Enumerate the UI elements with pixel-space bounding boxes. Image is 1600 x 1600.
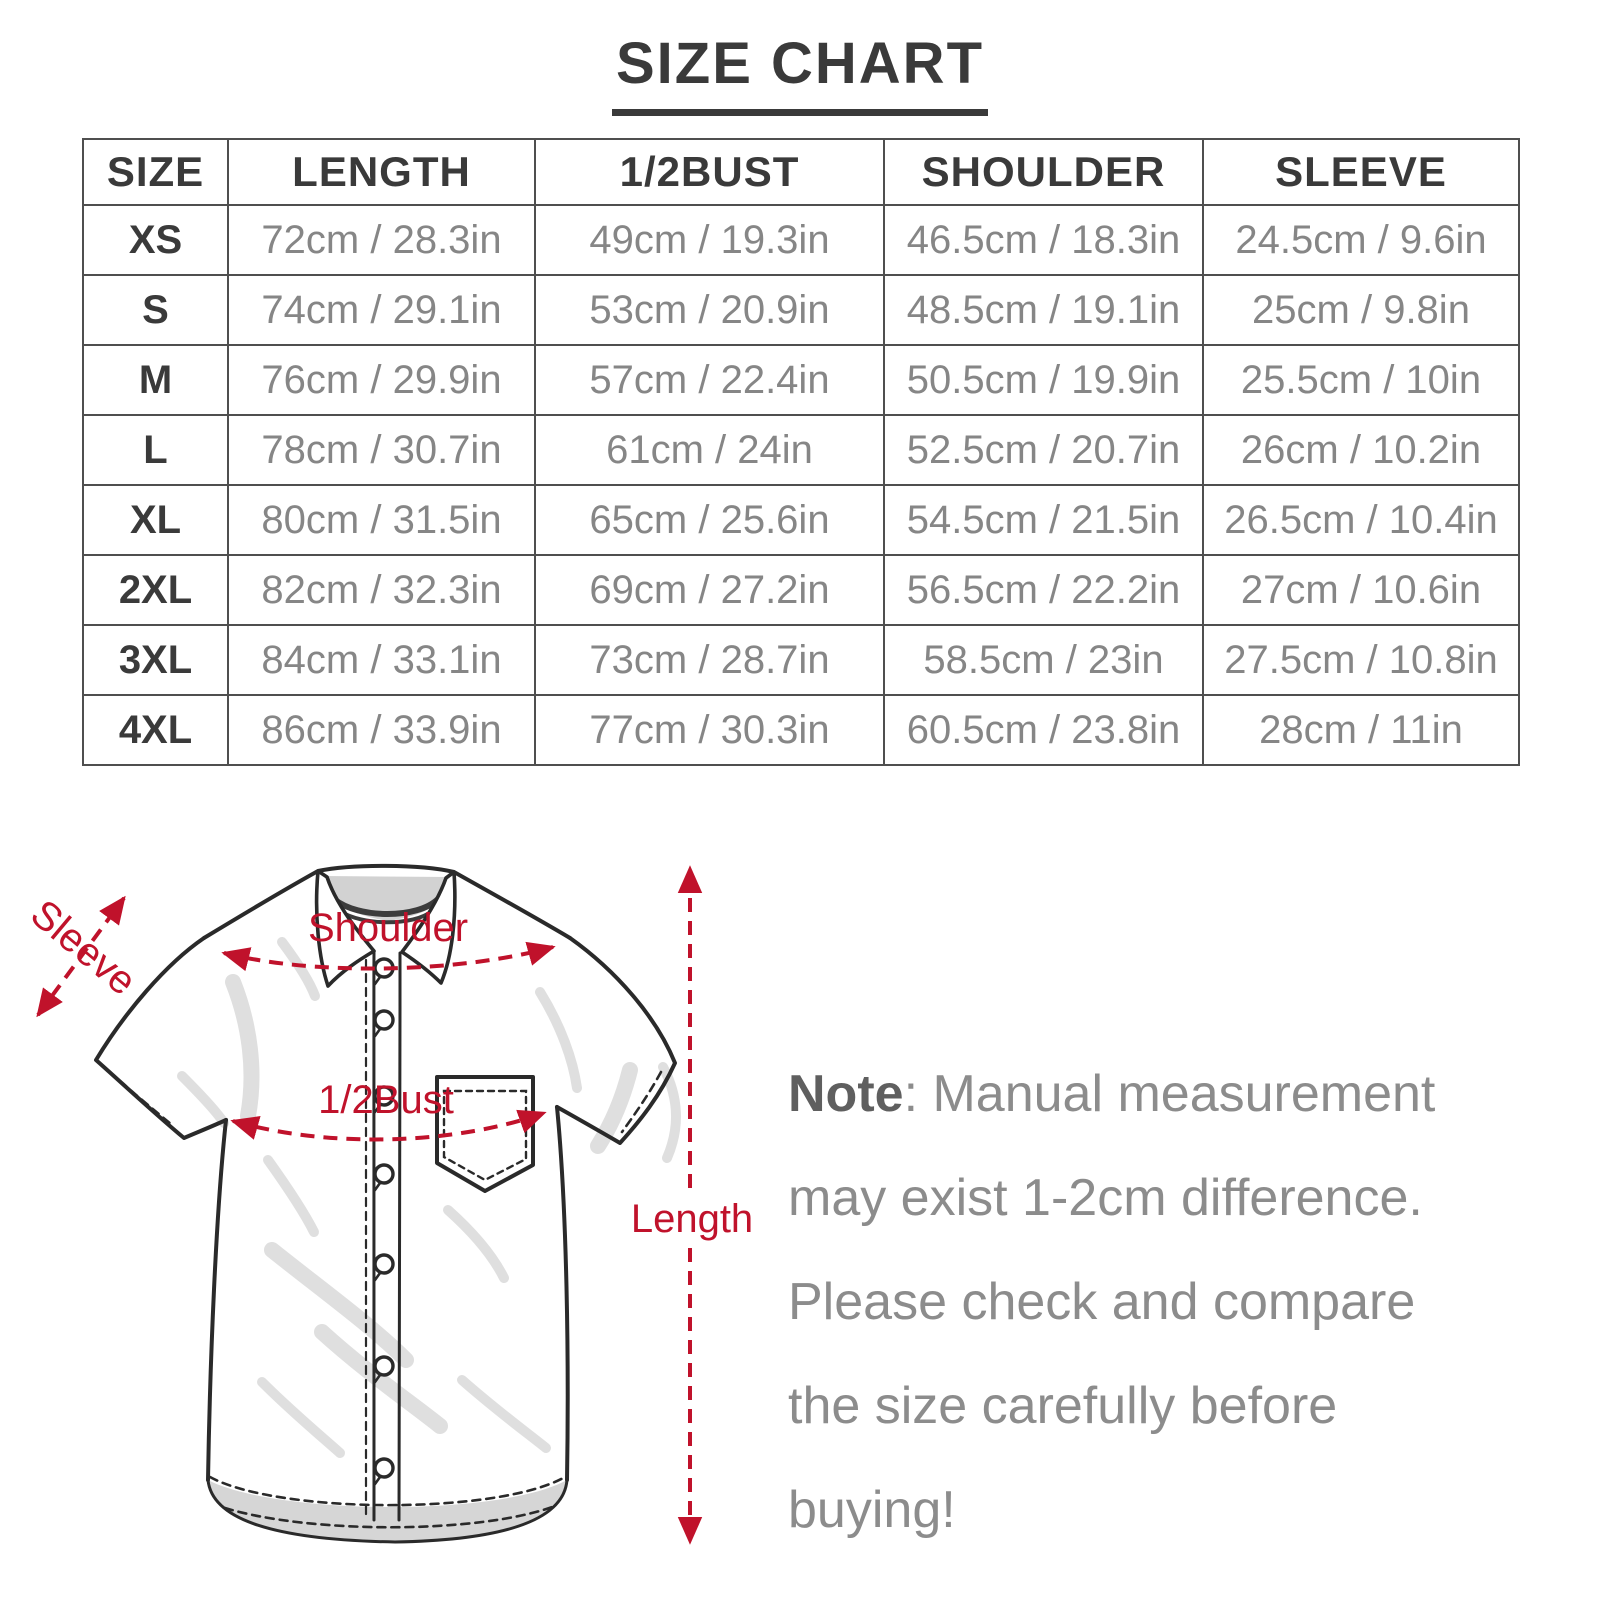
value-cell: 65cm / 25.6in: [535, 485, 884, 555]
value-cell: 72cm / 28.3in: [228, 205, 535, 275]
column-header: 1/2BUST: [535, 139, 884, 205]
value-cell: 26cm / 10.2in: [1203, 415, 1519, 485]
measurement-annotations: [22, 868, 753, 1542]
value-cell: 74cm / 29.1in: [228, 275, 535, 345]
size-table-area: [82, 138, 1518, 766]
value-cell: 84cm / 33.1in: [228, 625, 535, 695]
size-cell: XS: [83, 205, 228, 275]
table-row: [83, 485, 1519, 555]
table-row: [83, 205, 1519, 275]
value-cell: 73cm / 28.7in: [535, 625, 884, 695]
value-cell: 53cm / 20.9in: [535, 275, 884, 345]
value-cell: 54.5cm / 21.5in: [884, 485, 1203, 555]
value-cell: 82cm / 32.3in: [228, 555, 535, 625]
left-side-seam: [208, 1120, 226, 1480]
hem-shade: [208, 1480, 567, 1542]
page-title: SIZE CHART: [612, 30, 988, 116]
value-cell: 49cm / 19.3in: [535, 205, 884, 275]
value-cell: 61cm / 24in: [535, 415, 884, 485]
value-cell: 86cm / 33.9in: [228, 695, 535, 765]
table-row: [83, 555, 1519, 625]
column-header: SHOULDER: [884, 139, 1203, 205]
value-cell: 27.5cm / 10.8in: [1203, 625, 1519, 695]
table-row: [83, 695, 1519, 765]
placket-right-line: [399, 953, 400, 1520]
size-cell: M: [83, 345, 228, 415]
value-cell: 46.5cm / 18.3in: [884, 205, 1203, 275]
value-cell: 27cm / 10.6in: [1203, 555, 1519, 625]
half-bust-label: 1/2Bust: [318, 1078, 454, 1122]
length-label: Length: [630, 1197, 754, 1241]
value-cell: 56.5cm / 22.2in: [884, 555, 1203, 625]
table-row: [83, 345, 1519, 415]
buttons: [375, 959, 393, 1484]
size-table: [82, 138, 1520, 766]
value-cell: 77cm / 30.3in: [535, 695, 884, 765]
table-row: [83, 625, 1519, 695]
value-cell: 50.5cm / 19.9in: [884, 345, 1203, 415]
button-icon: [375, 1255, 393, 1273]
size-cell: 4XL: [83, 695, 228, 765]
shirt-measurement-diagram: [20, 820, 780, 1580]
size-cell: 2XL: [83, 555, 228, 625]
button-icon: [375, 1011, 393, 1029]
size-cell: XL: [83, 485, 228, 555]
shoulder-label: Shoulder: [307, 906, 469, 950]
size-table-head: [83, 139, 1519, 205]
size-cell: L: [83, 415, 228, 485]
button-loops: [375, 977, 380, 1484]
value-cell: 57cm / 22.4in: [535, 345, 884, 415]
right-side-seam: [557, 1107, 568, 1480]
value-cell: 58.5cm / 23in: [884, 625, 1203, 695]
value-cell: 60.5cm / 23.8in: [884, 695, 1203, 765]
value-cell: 48.5cm / 19.1in: [884, 275, 1203, 345]
title-area: [0, 30, 1600, 116]
note-text: : Manual measurement may exist 1-2cm difference. Please check and compare the size carefully before buying!: [788, 1065, 1436, 1539]
fabric-fold-shading: [182, 942, 676, 1453]
size-cell: S: [83, 275, 228, 345]
shirt-hem: [208, 1477, 567, 1542]
button-icon: [375, 1165, 393, 1183]
header-row: [83, 139, 1519, 205]
value-cell: 26.5cm / 10.4in: [1203, 485, 1519, 555]
button-icon: [375, 1459, 393, 1477]
value-cell: 24.5cm / 9.6in: [1203, 205, 1519, 275]
value-cell: 28cm / 11in: [1203, 695, 1519, 765]
column-header: LENGTH: [228, 139, 535, 205]
value-cell: 76cm / 29.9in: [228, 345, 535, 415]
size-table-body: [83, 205, 1519, 765]
value-cell: 80cm / 31.5in: [228, 485, 535, 555]
value-cell: 69cm / 27.2in: [535, 555, 884, 625]
button-icon: [375, 1357, 393, 1375]
value-cell: 52.5cm / 20.7in: [884, 415, 1203, 485]
size-cell: 3XL: [83, 625, 228, 695]
table-row: [83, 275, 1519, 345]
button-placket: [366, 951, 400, 1520]
column-header: SIZE: [83, 139, 228, 205]
column-header: SLEEVE: [1203, 139, 1519, 205]
table-row: [83, 415, 1519, 485]
sleeve-label: Sleeve: [22, 891, 145, 1004]
measurement-note: [788, 1042, 1494, 1562]
value-cell: 25.5cm / 10in: [1203, 345, 1519, 415]
value-cell: 25cm / 9.8in: [1203, 275, 1519, 345]
note-label: Note: [788, 1065, 904, 1123]
value-cell: 78cm / 30.7in: [228, 415, 535, 485]
